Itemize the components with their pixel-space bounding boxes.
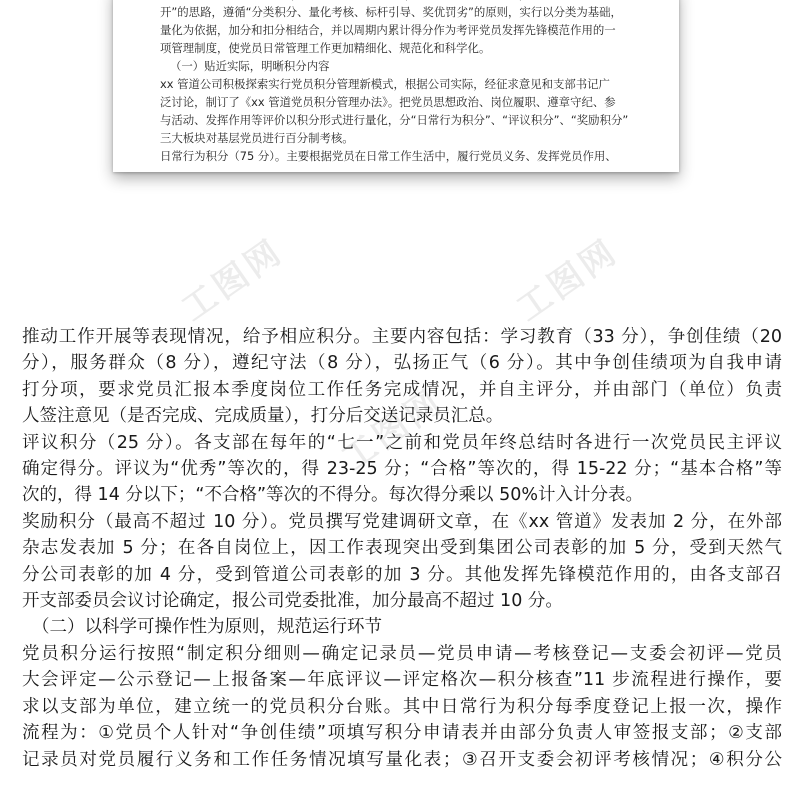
- body-line: 评议积分（25 分）。各支部在每年的“七一”之前和党员年终总结时各进行一次党员民主评议: [22, 432, 782, 453]
- preview-line: 量化为依据，加分和扣分相结合，并以周期内累计得分作为考评党员发挥先锋模范作用的一: [160, 23, 616, 37]
- body-line: 党员积分运行按照“制定积分细则—确定记录员—党员申请—考核登记—支委会初评—党员: [22, 643, 782, 664]
- body-line: 流程为：①党员个人针对“争创佳绩”项填写积分申请表并由部分负责人审签报支部；②支部: [22, 723, 782, 744]
- body-line: 推动工作开展等表现情况，给予相应积分。主要内容包括：学习教育（33 分），争创佳绩（20: [22, 327, 782, 347]
- body-line: 杂志发表加 5 分；在各自岗位上，因工作表现突出受到集团公司表彰的加 5 分，受到天然气: [22, 538, 782, 559]
- body-line: 记录员对党员履行义务和工作任务情况填写量化表；③召开支委会初评考核情况；④积分公: [22, 749, 782, 770]
- preview-line: 项管理制度，使党员日常管理工作更加精细化、规范化和科学化。: [160, 41, 491, 55]
- watermark-logo: 工图网: [509, 231, 626, 330]
- body-line: 分），服务群众（8 分），遵纪守法（8 分），弘扬正气（6 分）。其中争创佳绩项为自我申请: [22, 353, 782, 374]
- document-body: [22, 324, 782, 773]
- document-preview-card: [113, 0, 679, 172]
- preview-line: 三大板块对基层党员进行百分制考核。: [160, 131, 354, 145]
- body-line: 打分项，要求党员汇报本季度岗位工作任务完成情况，并自主评分，并由部门（单位）负责: [22, 379, 782, 400]
- preview-line: 日常行为积分（75 分）。主要根据党员在日常工作生活中，履行党员义务、发挥党员作用、: [160, 149, 617, 163]
- body-line: 奖励积分（最高不超过 10 分）。党员撰写党建调研文章，在《xx 管道》发表加 2 分，在外部: [22, 511, 782, 532]
- body-line: 分公司表彰的加 4 分，受到管道公司表彰的加 3 分。其他发挥先锋模范作用的，由各支部召: [22, 564, 782, 585]
- preview-heading: （一）贴近实际，明晰积分内容: [170, 59, 330, 73]
- body-line: 开支部委员会议讨论确定，报公司党委批准，加分最高不超过 10 分。: [22, 591, 563, 612]
- watermark-logo: 工图网: [174, 231, 291, 330]
- preview-line: xx 管道公司积极探索实行党员积分管理新模式，根据公司实际，经征求意见和支部书记广: [160, 77, 610, 91]
- body-line: 确定得分。评议为“优秀”等次的，得 23-25 分；“合格”等次的，得 15-22 分；“基本合格”等: [22, 459, 782, 480]
- section-heading: （二）以科学可操作性为原则，规范运行环节: [32, 617, 382, 638]
- body-line: 求以支部为单位，建立统一的党员积分台账。其中日常行为积分每季度登记上报一次，操作: [22, 696, 782, 717]
- body-line: 人签注意见（是否完成、完成质量），打分后交送记录员汇总。: [22, 406, 504, 427]
- watermark-logo: 工图网: [334, 381, 451, 480]
- preview-line: 开”的思路，遵循“分类积分、量化考核、标杆引导、奖优罚劣”的原则，实行以分类为基础，: [160, 5, 622, 19]
- preview-line: 泛讨论，制订了《xx 管道党员积分管理办法》。把党员思想政治、岗位履职、遵章守纪、参: [160, 95, 616, 109]
- preview-line: 与活动、发挥作用等评价以积分形式进行量化，分“日常行为积分”、“评议积分”、“奖励积分”: [160, 113, 629, 127]
- body-line: 大会评定—公示登记—上报备案—年底评议—评定格次—积分核查”11 步流程进行操作，要: [22, 670, 782, 691]
- body-line: 次的，得 14 分以下；“不合格”等次的不得分。每次得分乘以 50%计入计分表。: [22, 485, 643, 506]
